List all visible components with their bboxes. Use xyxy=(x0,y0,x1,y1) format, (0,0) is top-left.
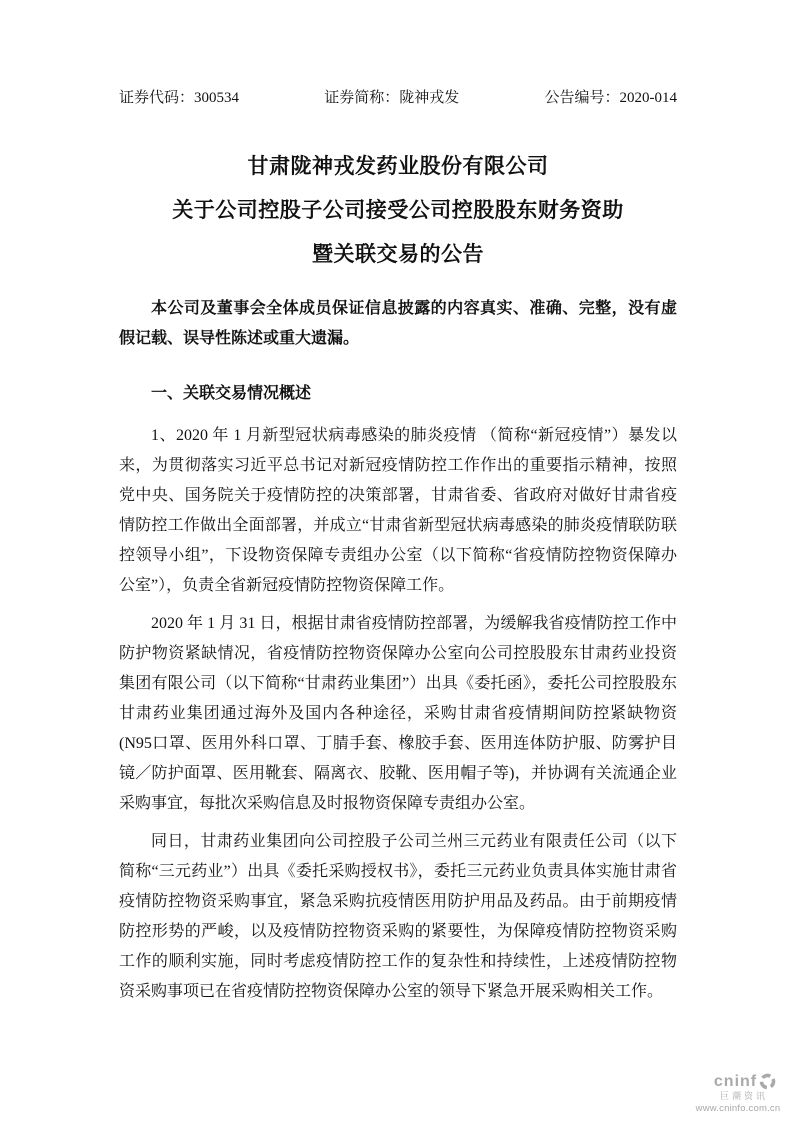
stock-code: 证券代码：300534 xyxy=(119,90,240,106)
cninfo-watermark xyxy=(688,1073,788,1114)
section-1-paragraph-2: 2020 年 1 月 31 日，根据甘肃省疫情防控部署，为缓解我省疫情防控工作中防护物资紧缺情况，省疫情防控物资保障办公室向公司控股股东甘肃药业投资集团有限公司（以下简称“甘肃药业集团”）出具《委托函》，委托公司控股股东甘肃药业集团通过海外及国内各种途径，采购甘肃省疫情期间防控紧缺物资(N95口罩、医用外科口罩、丁腈手套、橡胶手套、医用连体防护服、防雾护目镜／防护面罩、医用靴套、隔离衣、胶靴、医用帽子等)，并协调有关流通企业采购事宜，每批次采购信息及时报物资保障专责组办公室。 xyxy=(119,615,677,812)
stock-short-name: 证券简称：陇神戎发 xyxy=(324,90,460,106)
title-line-type: 暨关联交易的公告 xyxy=(312,243,484,266)
announcement-number: 公告编号：2020-014 xyxy=(544,90,677,106)
document-header xyxy=(119,88,677,108)
cninfo-brand-chinese: 巨潮资讯 xyxy=(719,1090,768,1101)
document-title xyxy=(119,145,677,277)
truthfulness-declaration: 本公司及董事会全体成员保证信息披露的内容真实、准确、完整，没有虚假记载、误导性陈述或重大遗漏。 xyxy=(119,300,677,347)
section-1-heading: 一、关联交易情况概述 xyxy=(151,385,312,402)
title-line-company: 甘肃陇神戎发药业股份有限公司 xyxy=(247,155,549,178)
document-content xyxy=(119,88,677,1007)
cninfo-url: www.cninfo.com.cn xyxy=(695,1102,781,1114)
section-1-paragraph-1: 1、2020 年 1 月新型冠状病毒感染的肺炎疫情 （简称“新冠疫情”）暴发以来，为贯彻落实习近平总书记对新冠疫情防控工作作出的重要指示精神，按照党中央、国务院关于疫情防控的决策部署，甘肃省委、省政府对做好甘肃省疫情防控工作做出全面部署，并成立“甘肃省新型冠状病毒感染的肺炎疫情联防联控领导小组”，下设物资保障专责组办公室（以下简称“省疫情防控物资保障办公室”），负责全省新冠疫情防控物资保障工作。 xyxy=(119,427,677,594)
section-1-paragraph-3: 同日，甘肃药业集团向公司控股子公司兰州三元药业有限责任公司（以下简称“三元药业”）出具《委托采购授权书》，委托三元药业负责具体实施甘肃省疫情防控物资采购事宜，紧急采购抗疫情医用防护用品及药品。由于前期疫情防控形势的严峻，以及疫情防控物资采购的紧要性，为保障疫情防控物资采购工作的顺利实施，同时考虑疫情防控工作的复杂性和持续性，上述疫情防控物资采购事项已在省疫情防控物资保障办公室的领导下紧急开展采购相关工作。 xyxy=(119,833,677,1000)
cninfo-brand-text: cninf xyxy=(713,1073,758,1091)
title-line-subject: 关于公司控股子公司接受公司控股股东财务资助 xyxy=(172,199,624,222)
cninfo-swirl-icon xyxy=(759,1073,776,1090)
cninfo-brand-row xyxy=(702,1073,788,1091)
